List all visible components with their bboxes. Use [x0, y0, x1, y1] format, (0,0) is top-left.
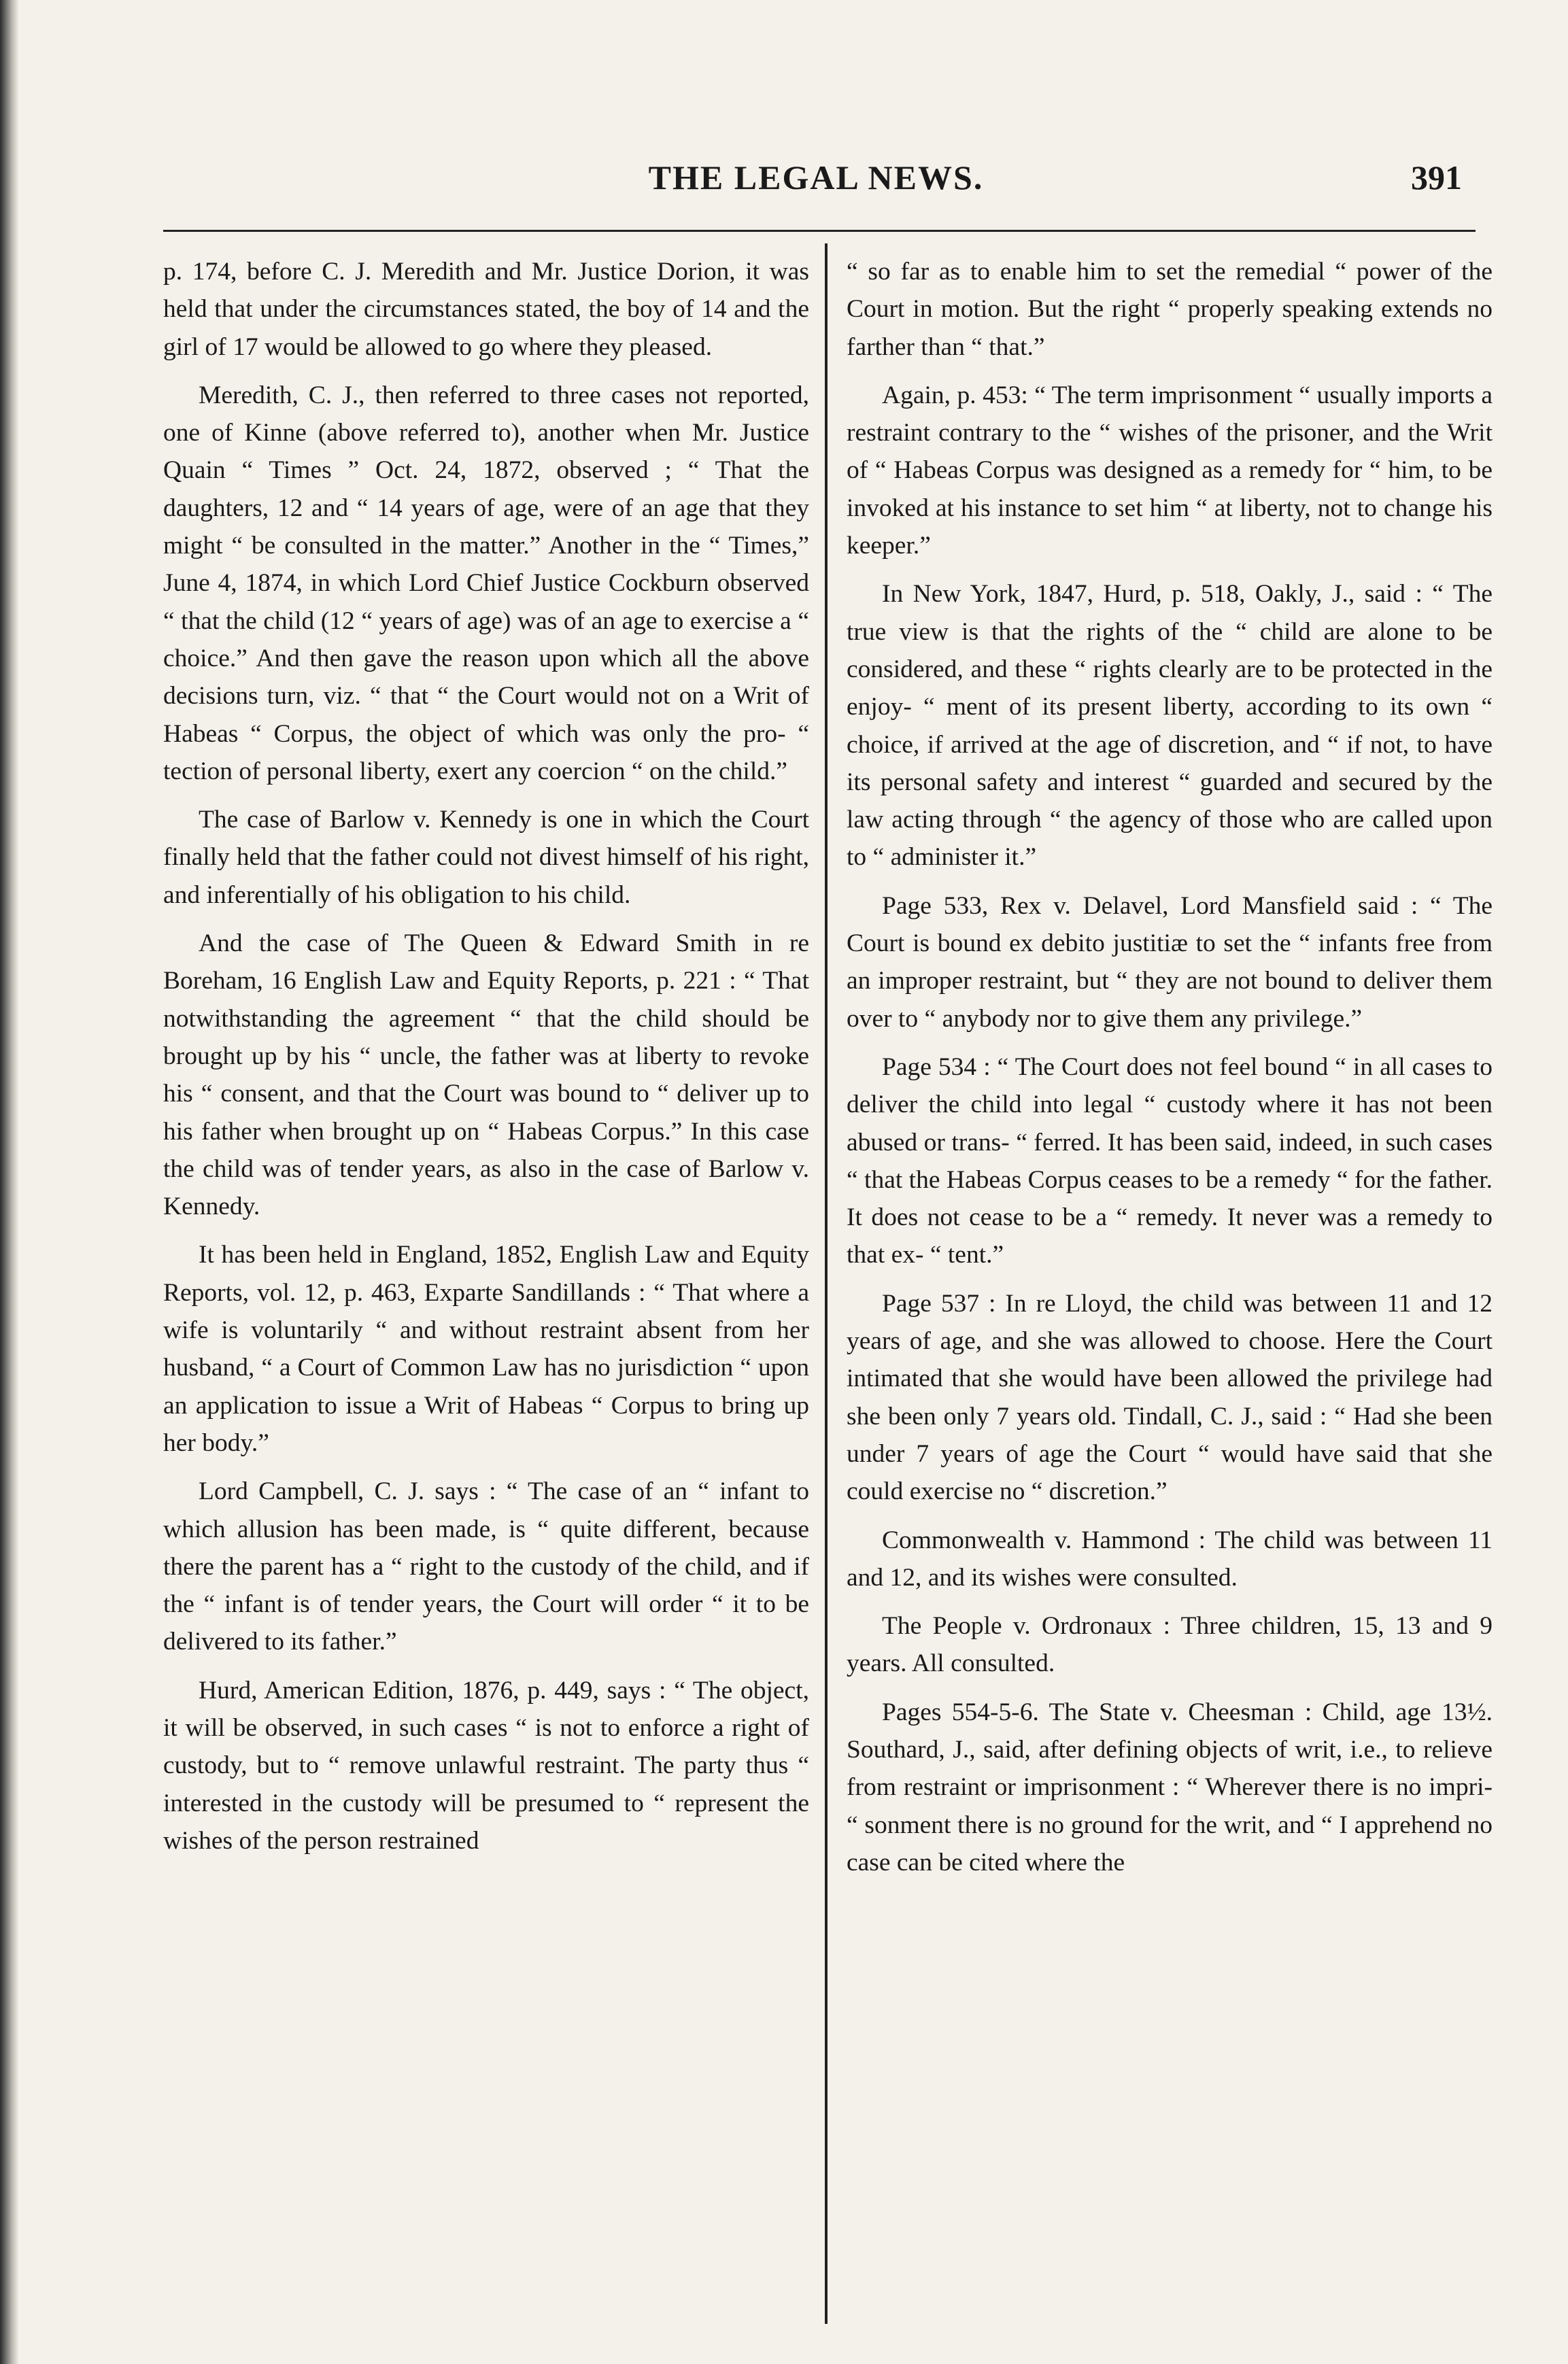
page-header — [163, 158, 1469, 212]
paragraph: Page 537 : In re Lloyd, the child was between 11 and 12 years of age, and she was allowed to choose. Here the Court intimated that she would have been allowed the privilege had she been only 7 years old. Tindall, C. J., said : “ Had she been under 7 years of age the Court “ would have said that she could exercise no “ discretion.” — [847, 1289, 1493, 1506]
paragraph: Commonwealth v. Hammond : The child was between 11 and 12, and its wishes were consulted. — [847, 1526, 1493, 1592]
paragraph: “ so far as to enable him to set the remedial “ power of the Court in motion. But the right “ properly speaking extends no farther than “ that.” — [847, 258, 1493, 361]
paragraph: And the case of The Queen & Edward Smith in re Boreham, 16 English Law and Equity Reports, p. 221 : “ That notwithstanding the agreement “ that the child should be brought up by his “ uncle, the father was at liberty to revoke his “ consent, and that the Court was bound to “ deliver up to his father when brought up on “ Habeas Corpus.” In this case the child was of tender years, as also in the case of Barlow v. Kennedy. — [163, 929, 809, 1221]
journal-title: THE LEGAL NEWS. — [648, 158, 984, 196]
paragraph: Lord Campbell, C. J. says : “ The case of an “ infant to which allusion has been made, is “ quite different, because there the parent has a “ right to the custody of the child, and if the “ infant is of tender years, the Court will order “ it to be delivered to its father.” — [163, 1477, 809, 1656]
left-column — [163, 253, 809, 1870]
right-column — [847, 253, 1493, 1892]
paragraph: Page 533, Rex v. Delavel, Lord Mansfield said : “ The Court is bound ex debito justitiæ to set the “ infants free from an improper restraint, but “ they are not bound to deliver them over to “ anybody nor to give them any privilege.” — [847, 891, 1493, 1033]
paragraph: The case of Barlow v. Kennedy is one in which the Court finally held that the father could not divest himself of his right, and inferentially of his obligation to his child. — [163, 806, 809, 909]
column-divider — [825, 243, 828, 2324]
paragraph: Meredith, C. J., then referred to three cases not reported, one of Kinne (above referred to), another when Mr. Justice Quain “ Times ” Oct. 24, 1872, observed ; “ That the daughters, 12 and “ 14 years of age, were of an age that they might “ be consulted in the matter.” Another in the “ Times,” June 4, 1874, in which Lord Chief Justice Cockburn observed “ that the child (12 “ years of age) was of an age to exercise a “ choice.” And then gave the reason upon which all the above decisions turn, viz. “ that “ the Court would not on a Writ of Habeas “ Corpus, the object of which was only the pro- “ tection of personal liberty, exert any coercion “ on the child.” — [163, 381, 809, 785]
header-rule — [163, 230, 1476, 232]
paragraph: p. 174, before C. J. Meredith and Mr. Justice Dorion, it was held that under the circumstances stated, the boy of 14 and the girl of 17 would be allowed to go where they pleased. — [163, 258, 809, 361]
page-binding-edge — [0, 0, 19, 2364]
paragraph: It has been held in England, 1852, English Law and Equity Reports, vol. 12, p. 463, Exparte Sandillands : “ That where a wife is voluntarily “ and without restraint absent from her husband, “ a Court of Common Law has no jurisdiction “ upon an application to issue a Writ of Habeas “ Corpus to bring up her body.” — [163, 1241, 809, 1457]
page-number: 391 — [1411, 158, 1462, 196]
paragraph: Pages 554-5-6. The State v. Cheesman : Child, age 13½. Southard, J., said, after defining objects of writ, i.e., to relieve from restraint or imprisonment : “ Wherever there is no impri- “ sonment there is no ground for the writ, and “ I apprehend no case can be cited where the — [847, 1698, 1493, 1877]
paragraph: In New York, 1847, Hurd, p. 518, Oakly, J., said : “ The true view is that the rights of the “ child are alone to be considered, and these “ rights clearly are to be protected in the enjoy- “ ment of its present liberty, according to its own “ choice, if arrived at the age of discretion, and “ if not, to have its personal safety and interest “ guarded and secured by the law acting through “ the agency of those who are called upon to “ administer it.” — [847, 580, 1493, 872]
paragraph: The People v. Ordronaux : Three children, 15, 13 and 9 years. All consulted. — [847, 1612, 1493, 1678]
paragraph: Page 534 : “ The Court does not feel bound “ in all cases to deliver the child into legal “ custody where it has not been abused or trans- “ ferred. It has been said, indeed, in such cases “ that the Habeas Corpus ceases to be a remedy “ for the father. It does not cease to be a “ remedy. It never was a remedy to that ex- “ tent.” — [847, 1052, 1493, 1269]
paragraph: Hurd, American Edition, 1876, p. 449, says : “ The object, it will be observed, in such cases “ is not to enforce a right of custody, but to “ remove unlawful restraint. The party thus “ interested in the custody will be presumed to “ represent the wishes of the person restrained — [163, 1676, 809, 1855]
paragraph: Again, p. 453: “ The term imprisonment “ usually imports a restraint contrary to the “ wishes of the prisoner, and the Writ of “ Habeas Corpus was designed as a remedy for “ him, to be invoked at his instance to set him “ at liberty, not to change his keeper.” — [847, 381, 1493, 560]
